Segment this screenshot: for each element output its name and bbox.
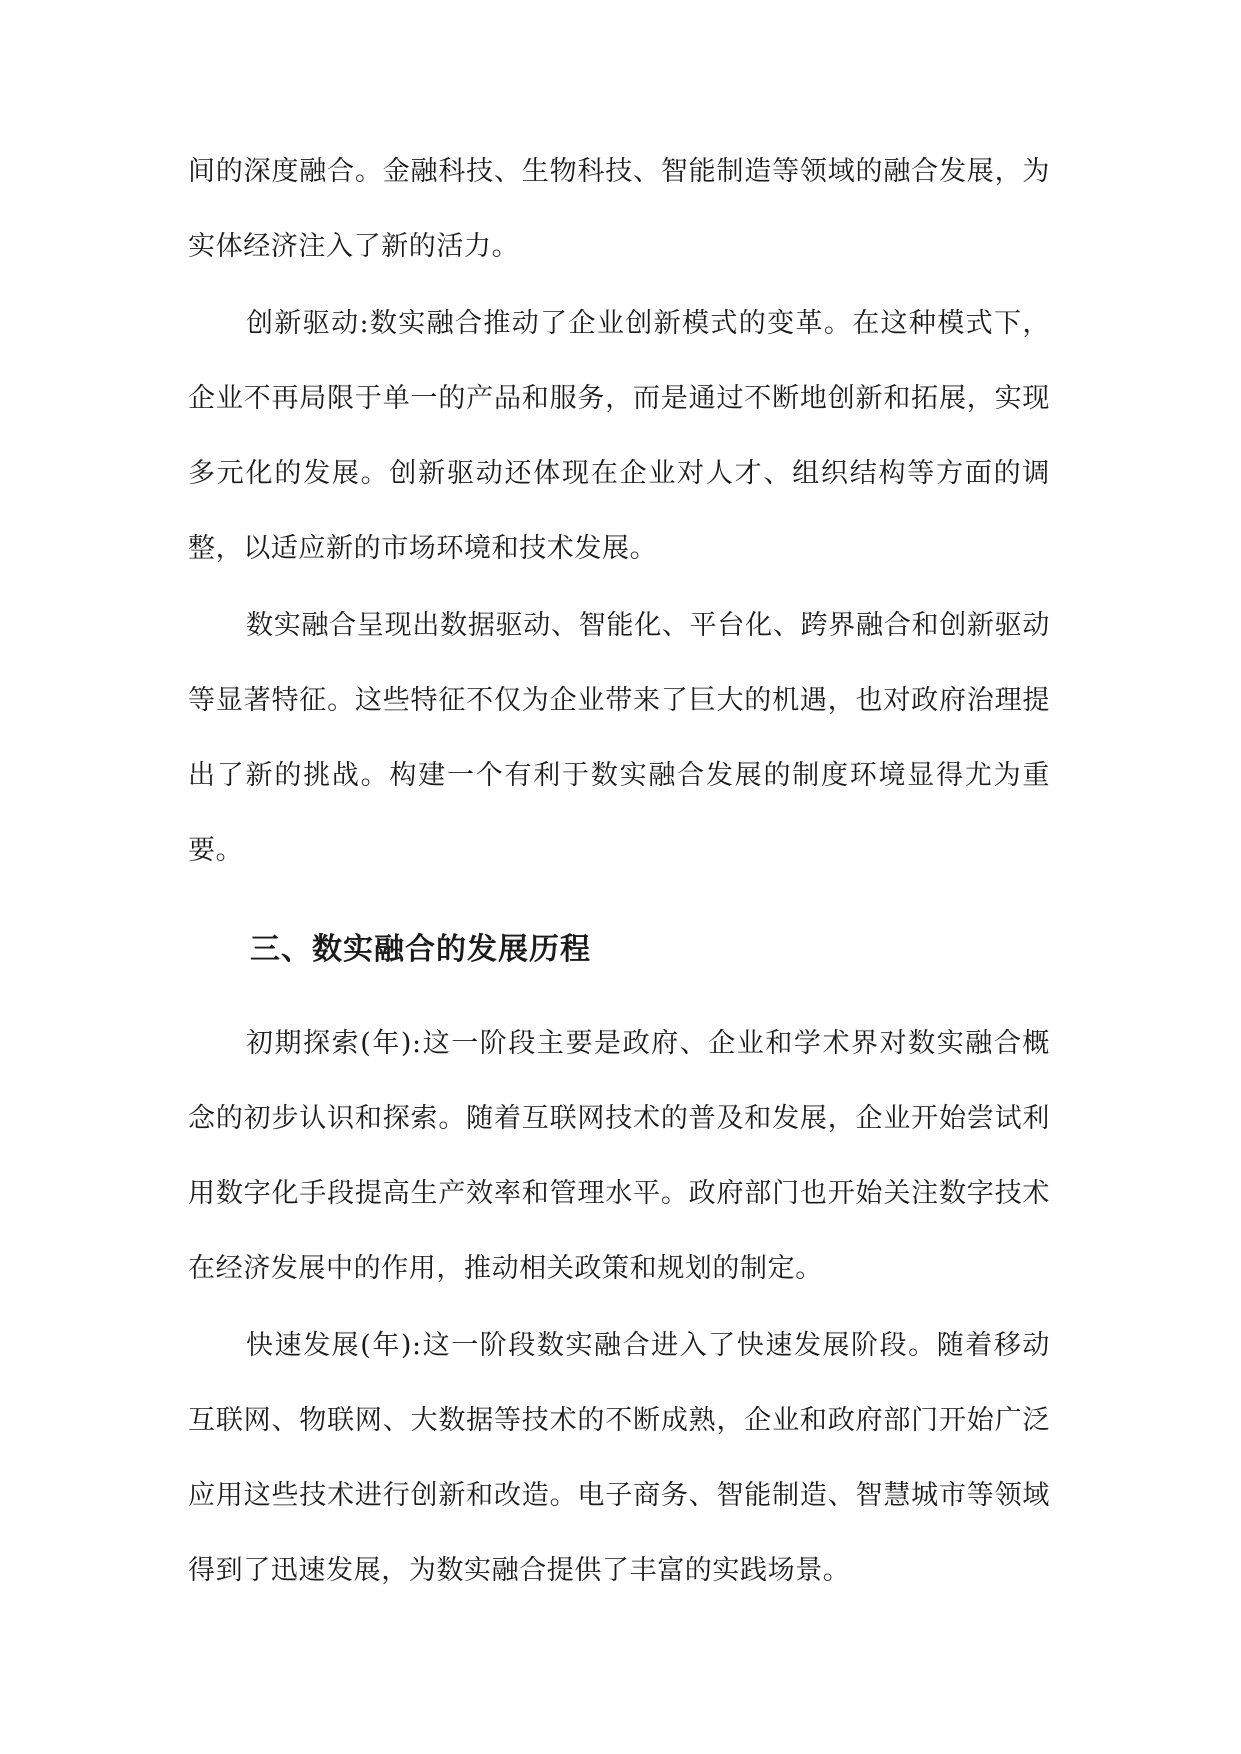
paragraph-continuation: 间的深度融合。金融科技、生物科技、智能制造等领域的融合发展，为实体经济注入了新的活力。: [188, 156, 1050, 262]
paragraph-initial-exploration: 初期探索(年):这一阶段主要是政府、企业和学术界对数实融合概念的初步认识和探索。随着互联网技术的普及和发展，企业开始尝试利用数字化手段提高生产效率和管理水平。政府部门也开始关注数字技术在经济发展中的作用，推动相关政策和规划的制定。: [188, 1028, 1050, 1284]
paragraph-innovation-driven: 创新驱动:数实融合推动了企业创新模式的变革。在这种模式下，企业不再局限于单一的产品和服务，而是通过不断地创新和拓展，实现多元化的发展。创新驱动还体现在企业对人才、组织结构等方面的调整，以适应新的市场环境和技术发展。: [188, 308, 1050, 564]
paragraph-features-summary: 数实融合呈现出数据驱动、智能化、平台化、跨界融合和创新驱动等显著特征。这些特征不仅为企业带来了巨大的机遇，也对政府治理提出了新的挑战。构建一个有利于数实融合发展的制度环境显得尤为重要。: [188, 610, 1050, 866]
section-heading: 三、数实融合的发展历程: [250, 932, 591, 967]
paragraph-rapid-development: 快速发展(年):这一阶段数实融合进入了快速发展阶段。随着移动互联网、物联网、大数据等技术的不断成熟，企业和政府部门开始广泛应用这些技术进行创新和改造。电子商务、智能制造、智慧城市等领域得到了迅速发展，为数实融合提供了丰富的实践场景。: [188, 1330, 1050, 1586]
